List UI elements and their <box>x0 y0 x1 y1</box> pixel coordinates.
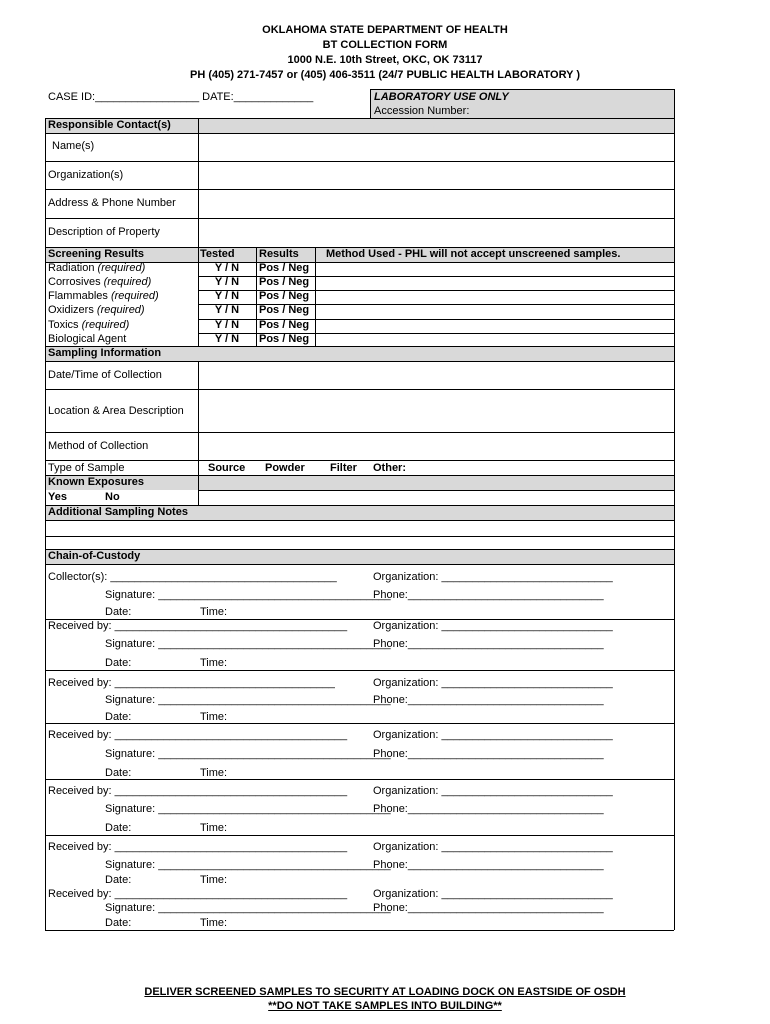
sample-type-other[interactable]: Other: <box>373 462 406 474</box>
footer-warning: **DO NOT TAKE SAMPLES INTO BUILDING** <box>268 1000 502 1012</box>
sample-type-powder[interactable]: Powder <box>265 462 305 474</box>
tested-option[interactable]: Y / N <box>214 319 240 331</box>
organization-field[interactable]: Organization: ____________________________ <box>373 841 613 853</box>
received-by-field[interactable]: Received by: ______________________________________ <box>48 729 348 741</box>
phone-field[interactable]: Phone:________________________________ <box>373 638 604 650</box>
screening-row-name: Flammables <box>48 290 108 302</box>
responsible-contact-heading: Responsible Contact(s) <box>48 119 171 131</box>
result-option[interactable]: Pos / Neg <box>259 262 310 274</box>
description-label: Description of Property <box>48 226 160 238</box>
tested-option[interactable]: Y / N <box>214 276 240 288</box>
sample-type-source[interactable]: Source <box>208 462 246 474</box>
sampling-information-heading: Sampling Information <box>48 347 162 359</box>
received-by-field[interactable]: Received by: ______________________________________ <box>48 841 348 853</box>
result-option[interactable]: Pos / Neg <box>259 290 310 302</box>
known-exposures-heading: Known Exposures <box>48 476 144 488</box>
case-id-date-line: CASE ID:_________________ DATE:_____________ <box>48 91 314 103</box>
footer-delivery-instructions: DELIVER SCREENED SAMPLES TO SECURITY AT LOADING DOCK ON EASTSIDE OF OSDH <box>144 986 626 998</box>
screening-row-radiation <box>48 262 145 274</box>
form-phone: PH (405) 271-7457 or (405) 406-3511 (24/7 PUBLIC HEALTH LABORATORY ) <box>189 69 581 81</box>
screening-row-name: Corrosives <box>48 276 101 288</box>
date-field[interactable]: Date: <box>105 917 132 929</box>
received-by-field[interactable]: Received by: ______________________________________ <box>48 620 348 632</box>
screening-row-name: Radiation <box>48 262 95 274</box>
form-address: 1000 N.E. 10th Street, OKC, OK 73117 <box>287 54 483 66</box>
screening-row-corrosives <box>48 276 151 288</box>
time-field[interactable]: Time: <box>200 606 228 618</box>
phone-field[interactable]: Phone:________________________________ <box>373 694 604 706</box>
result-option[interactable]: Pos / Neg <box>259 304 310 316</box>
lab-use-title: LABORATORY USE ONLY <box>374 91 509 103</box>
result-option[interactable]: Pos / Neg <box>259 319 310 331</box>
phone-field[interactable]: Phone:________________________________ <box>373 902 604 914</box>
collector-field[interactable]: Collector(s): _____________________________________ <box>48 571 337 583</box>
time-field[interactable]: Time: <box>200 711 228 723</box>
screening-row-name: Toxics <box>48 319 79 331</box>
signature-field[interactable]: Signature: ______________________________________ <box>105 803 391 815</box>
organization-field[interactable]: Organization: ____________________________ <box>373 571 613 583</box>
signature-field[interactable]: Signature: ______________________________________ <box>105 748 391 760</box>
signature-field[interactable]: Signature: ______________________________________ <box>105 638 391 650</box>
organization-field[interactable]: Organization: ____________________________ <box>373 888 613 900</box>
screening-row-flammables <box>48 290 159 302</box>
date-field[interactable]: Date: <box>105 657 132 669</box>
type-of-sample-label: Type of Sample <box>48 462 125 474</box>
address-phone-label: Address & Phone Number <box>48 197 176 209</box>
time-field[interactable]: Time: <box>200 767 228 779</box>
organization-field[interactable]: Organization: ____________________________ <box>373 729 613 741</box>
signature-field[interactable]: Signature: ______________________________________ <box>105 589 391 601</box>
received-by-field[interactable]: Received by: ____________________________________ <box>48 677 335 689</box>
screening-row-oxidizers <box>48 304 145 316</box>
method-column-header: Method Used - PHL will not accept unscreened samples. <box>326 248 621 260</box>
form-title: BT COLLECTION FORM <box>322 39 448 51</box>
results-column-header: Results <box>259 248 299 260</box>
organization-field[interactable]: Organization: ____________________________ <box>373 620 613 632</box>
result-option[interactable]: Pos / Neg <box>259 276 310 288</box>
screening-row-biological <box>48 333 126 345</box>
time-field[interactable]: Time: <box>200 822 228 834</box>
names-label: Name(s) <box>52 140 95 152</box>
organization-field[interactable]: Organization: ____________________________ <box>373 677 613 689</box>
signature-field[interactable]: Signature: ______________________________________ <box>105 859 391 871</box>
location-description-label: Location & Area Description <box>48 405 184 417</box>
screening-results-heading: Screening Results <box>48 248 144 260</box>
required-note: (required) <box>81 319 130 331</box>
additional-notes-heading: Additional Sampling Notes <box>48 506 188 518</box>
tested-option[interactable]: Y / N <box>214 290 240 302</box>
phone-field[interactable]: Phone:________________________________ <box>373 748 604 760</box>
organization-field[interactable]: Organization: ____________________________ <box>373 785 613 797</box>
required-note: (required) <box>110 290 159 302</box>
date-field[interactable]: Date: <box>105 767 132 779</box>
phone-field[interactable]: Phone:________________________________ <box>373 859 604 871</box>
phone-field[interactable]: Phone:________________________________ <box>373 589 604 601</box>
result-option[interactable]: Pos / Neg <box>259 333 310 345</box>
date-field[interactable]: Date: <box>105 606 132 618</box>
datetime-collection-label: Date/Time of Collection <box>48 369 162 381</box>
exposure-yes[interactable]: Yes <box>48 491 67 503</box>
organization-label: Organization(s) <box>48 169 124 181</box>
accession-number-label: Accession Number: <box>374 105 470 117</box>
exposure-no[interactable]: No <box>105 491 120 503</box>
signature-field[interactable]: Signature: ______________________________________ <box>105 902 391 914</box>
required-note: (required) <box>97 262 146 274</box>
tested-option[interactable]: Y / N <box>214 262 240 274</box>
method-collection-label: Method of Collection <box>48 440 149 452</box>
form-agency-title: OKLAHOMA STATE DEPARTMENT OF HEALTH <box>262 24 508 36</box>
required-note: (required) <box>103 276 152 288</box>
time-field[interactable]: Time: <box>200 874 228 886</box>
date-field[interactable]: Date: <box>105 874 132 886</box>
received-by-field[interactable]: Received by: ______________________________________ <box>48 888 348 900</box>
time-field[interactable]: Time: <box>200 917 228 929</box>
signature-field[interactable]: Signature: ______________________________________ <box>105 694 391 706</box>
tested-option[interactable]: Y / N <box>214 304 240 316</box>
received-by-field[interactable]: Received by: ______________________________________ <box>48 785 348 797</box>
required-note: (required) <box>96 304 145 316</box>
date-field[interactable]: Date: <box>105 822 132 834</box>
tested-option[interactable]: Y / N <box>214 333 240 345</box>
screening-row-toxics <box>48 319 129 331</box>
screening-row-name: Biological Agent <box>48 333 127 345</box>
sample-type-filter[interactable]: Filter <box>330 462 357 474</box>
chain-of-custody-heading: Chain-of-Custody <box>48 550 141 562</box>
time-field[interactable]: Time: <box>200 657 228 669</box>
phone-field[interactable]: Phone:________________________________ <box>373 803 604 815</box>
screening-row-name: Oxidizers <box>48 304 94 316</box>
tested-column-header: Tested <box>200 248 235 260</box>
date-field[interactable]: Date: <box>105 711 132 723</box>
